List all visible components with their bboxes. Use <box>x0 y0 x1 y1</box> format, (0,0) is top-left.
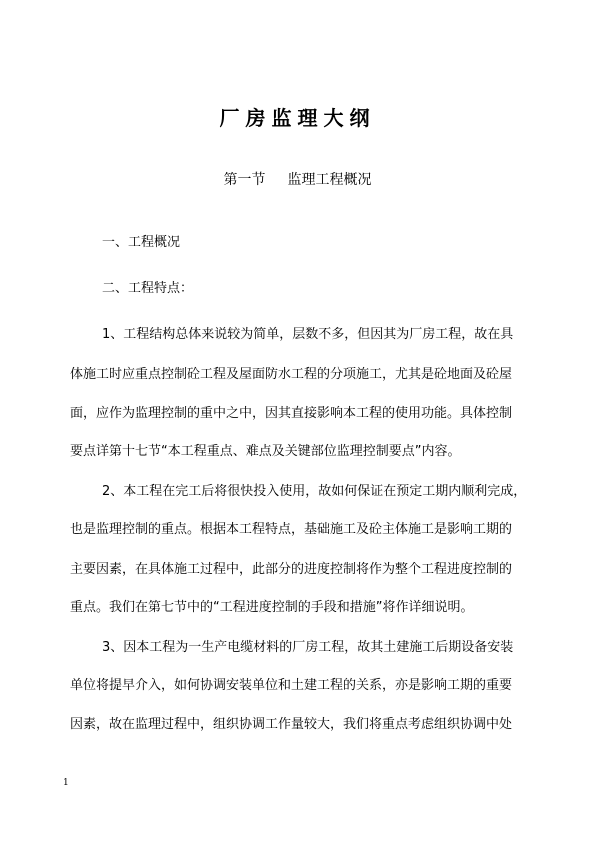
paragraph-3-line-2: 单位将提早介入，如何协调安装单位和土建工程的关系，亦是影响工期的重要 <box>70 678 513 693</box>
document-title: 厂房监理大纲 <box>219 106 376 130</box>
section-number: 第一节 <box>223 172 266 188</box>
section-heading <box>0 170 595 190</box>
paragraph-3-line-1: 3、因本工程为一生产电缆材料的厂房工程，故其土建施工后期设备安装 <box>102 640 514 655</box>
paragraph-1-line-1: 1、工程结构总体来说较为简单，层数不多，但因其为厂房工程，故在具 <box>102 327 514 342</box>
paragraph-1-line-2: 体施工时应重点控制砼工程及屋面防水工程的分项施工，尤其是砼地面及砼屋 <box>70 367 513 382</box>
paragraph-2-line-3: 主要因素，在具体施工过程中，此部分的进度控制将作为整个工程进度控制的 <box>70 562 513 577</box>
heading-project-features: 二、工程特点： <box>102 281 194 296</box>
paragraph-2-line-4: 重点。我们在第七节中的“工程进度控制的手段和措施”将作详细说明。 <box>70 600 474 615</box>
paragraph-1-line-4: 要点详第十七节“本工程重点、难点及关键部位监理控制要点”内容。 <box>70 444 461 459</box>
heading-project-overview: 一、工程概况 <box>102 235 181 250</box>
paragraph-2-line-1: 2、本工程在完工后将很快投入使用，故如何保证在预定工期内顺利完成， <box>102 484 527 499</box>
paragraph-2-line-2: 也是监理控制的重点。根据本工程特点，基础施工及砼主体施工是影响工期的 <box>70 522 513 537</box>
page-number: 1 <box>63 778 69 788</box>
section-name: 监理工程概况 <box>287 172 372 188</box>
paragraph-1-line-3: 面，应作为监理控制的重中之中，因其直接影响本工程的使用功能。具体控制 <box>70 406 513 421</box>
paragraph-3-line-3: 因素，故在监理过程中，组织协调工作量较大，我们将重点考虑组织协调中处 <box>70 717 513 732</box>
